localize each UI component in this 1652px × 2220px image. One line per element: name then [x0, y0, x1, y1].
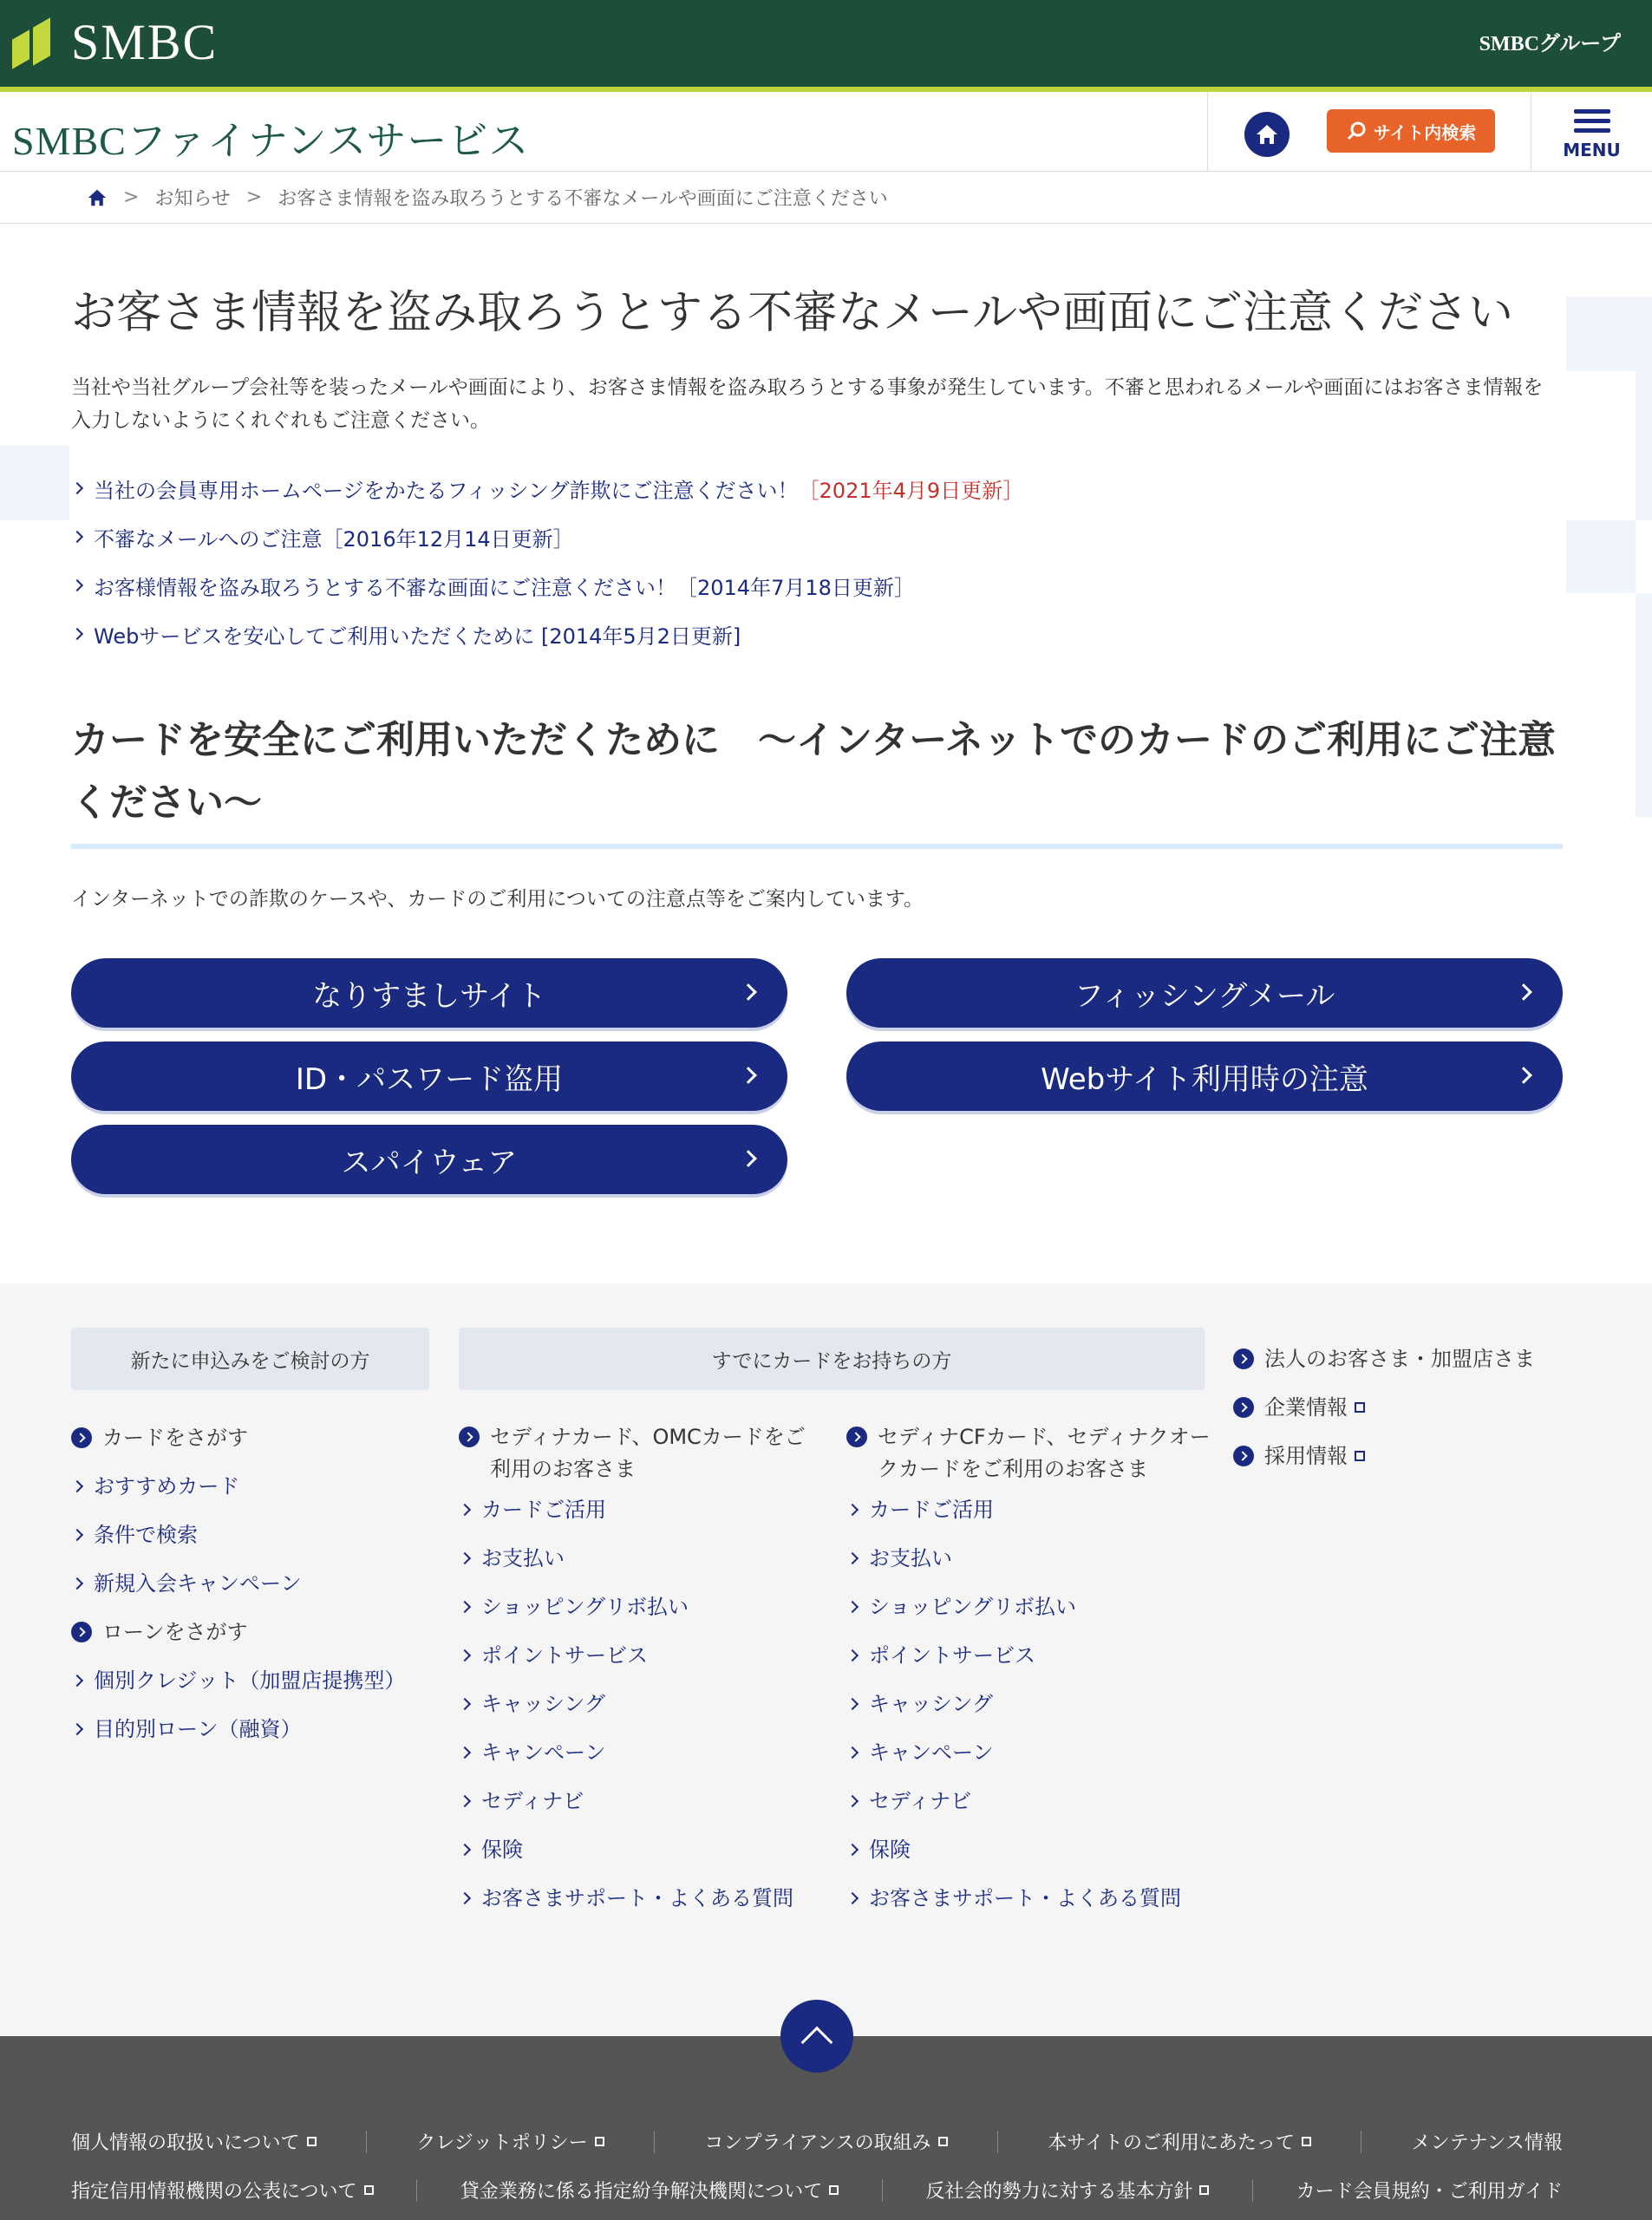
cedyna-cf-member-links [846, 1421, 1211, 1923]
credit-policy-link[interactable] [416, 2128, 604, 2155]
chevron-right-icon [459, 1844, 471, 1856]
link-label: お支払い [481, 1545, 565, 1570]
link-label: 法人のお客さま・加盟店さま [1264, 1346, 1535, 1371]
corporate-links [1233, 1335, 1580, 1480]
link-label: お客さまサポート・よくある質問 [869, 1885, 1181, 1910]
link-label: カードご活用 [869, 1497, 994, 1522]
card-terms-link[interactable] [1296, 2177, 1563, 2204]
site-search-label: サイト内検索 [1373, 121, 1477, 143]
news-link-text: 不審なメールへのご注意［2016年12月14日更新］ [94, 526, 574, 552]
news-link-text: お客様情報を盗み取ろうとする不審な画面にご注意ください！［2014年7月18日更新］ [94, 575, 915, 600]
section-description: インターネットでの詐欺のケースや、カードのご利用についての注意点等をご案内しています。 [71, 888, 924, 911]
news-link-text: Webサービスを安心してご利用いただくために [2014年5月2日更新] [94, 624, 741, 649]
link-label: セディナCFカード、セディナクオークカードをご利用のお客さま [878, 1425, 1211, 1481]
arrow-circle-icon [1233, 1446, 1254, 1466]
member-link-cedynavi[interactable] [459, 1777, 823, 1825]
smbc-mark-icon [12, 16, 57, 68]
link-label: 指定信用情報機関の公表について [71, 2181, 357, 2203]
new-customer-links [71, 1414, 429, 1753]
page-title: お客さま情報を盗み取ろうとする不審なメールや画面にご注意ください [71, 287, 1513, 339]
smbc-logo-text: SMBC [71, 13, 219, 70]
chevron-right-icon [71, 1723, 83, 1735]
button-label: スパイウェア [341, 1145, 518, 1180]
home-icon [1255, 123, 1279, 146]
link-label: ショッピングリボ払い [481, 1594, 689, 1619]
link-label: セディナビ [481, 1788, 584, 1813]
link-label: 保険 [481, 1837, 523, 1862]
link-label: 目的別ローン（融資） [94, 1716, 302, 1741]
arrow-circle-icon [846, 1427, 867, 1447]
footer-links-row-2 [71, 2177, 1563, 2204]
chevron-right-icon [71, 628, 83, 640]
intro-text: 当社や当社グループ会社等を装ったメールや画面により、お客さま情報を盗み取ろうとする事象が発生しています。不審と思われるメールや画面にはお客さま情報を入力しないようにくれぐれもご注意ください。 [71, 376, 1544, 432]
link-label: 企業情報 [1264, 1394, 1348, 1420]
link-label: メンテナンス情報 [1411, 2132, 1563, 2154]
recommended-card-link[interactable] [71, 1462, 429, 1511]
decorative-square [0, 446, 69, 520]
cedyna-omc-member-link[interactable] [459, 1421, 823, 1485]
link-label: セディナカード、OMCカードをご利用のお客さま [490, 1425, 806, 1481]
search-by-condition-link[interactable] [71, 1511, 429, 1559]
cedyna-omc-member-links [459, 1421, 823, 1923]
news-link-text: 当社の会員専用ホームページをかたるフィッシング詐欺にご注意ください！ [94, 478, 799, 503]
link-label: ショッピングリボ払い [869, 1594, 1077, 1619]
arrow-circle-icon [71, 1427, 92, 1448]
chevron-right-icon [846, 1504, 859, 1516]
chevron-right-icon [740, 1150, 757, 1167]
member-link-cedynavi[interactable] [846, 1777, 1211, 1825]
chevron-right-icon [459, 1601, 471, 1613]
external-link-icon [307, 2137, 317, 2146]
news-link-list [71, 464, 1023, 658]
member-link-points[interactable] [459, 1631, 823, 1680]
button-label: Webサイト利用時の注意 [1041, 1061, 1368, 1097]
breadcrumb-news-link[interactable]: お知らせ [154, 188, 231, 210]
footer-links-row-1 [71, 2128, 1563, 2155]
menu-label: MENU [1563, 139, 1621, 160]
chevron-up-icon [801, 2027, 833, 2059]
chevron-right-icon [459, 1504, 471, 1516]
link-label: カードご活用 [481, 1497, 606, 1522]
link-label: クレジットポリシー [416, 2132, 588, 2154]
member-link-payment[interactable] [846, 1534, 1211, 1583]
external-link-icon [1355, 1402, 1365, 1413]
hamburger-icon [1574, 104, 1610, 138]
link-label: 貸金業務に係る指定紛争解決機関について [460, 2181, 823, 2203]
link-label: お客さまサポート・よくある質問 [481, 1885, 793, 1910]
member-link-cashing[interactable] [459, 1680, 823, 1728]
brand-logo[interactable]: SMBCファイナンスサービス [12, 119, 530, 163]
section-divider [71, 844, 1563, 849]
chevron-right-icon [459, 1552, 471, 1564]
chevron-right-icon [459, 1892, 471, 1904]
decorative-square [1636, 593, 1652, 817]
breadcrumb-separator: > [123, 186, 140, 208]
link-label: セディナビ [869, 1788, 972, 1813]
member-link-revolving[interactable] [459, 1583, 823, 1631]
search-icon [1346, 121, 1367, 141]
arrow-circle-icon [459, 1427, 480, 1447]
top-bar [0, 0, 1652, 87]
chevron-right-icon [459, 1795, 471, 1807]
id-password-theft-button[interactable] [71, 1041, 787, 1111]
compliance-link[interactable] [705, 2128, 948, 2155]
footer-divider [997, 2131, 998, 2153]
chevron-right-icon [1515, 983, 1532, 1001]
breadcrumb-current: お客さま情報を盗み取ろうとする不審なメールや画面にご注意ください [278, 188, 888, 210]
member-link-insurance[interactable] [846, 1825, 1211, 1874]
spoofing-site-button[interactable] [71, 958, 787, 1028]
new-member-campaign-link[interactable] [71, 1559, 429, 1608]
external-link-icon [938, 2137, 948, 2146]
chevron-right-icon [846, 1795, 859, 1807]
maintenance-link[interactable] [1412, 2128, 1563, 2155]
link-label: 採用情報 [1264, 1443, 1348, 1468]
chevron-right-icon [459, 1698, 471, 1710]
breadcrumb-home-icon[interactable] [87, 188, 108, 207]
decorative-square [1566, 520, 1636, 593]
purpose-loan-link[interactable] [71, 1705, 429, 1753]
chevron-right-icon [846, 1892, 859, 1904]
member-link-cashing[interactable] [846, 1680, 1211, 1728]
find-card-link[interactable] [71, 1414, 429, 1462]
individual-credit-link[interactable] [71, 1656, 429, 1705]
spyware-button[interactable] [71, 1125, 787, 1194]
antisocial-policy-link[interactable] [925, 2177, 1209, 2204]
footer-divider [416, 2179, 417, 2202]
smbc-logo[interactable] [12, 13, 219, 70]
footer-divider [654, 2131, 655, 2153]
member-link-campaign[interactable] [459, 1728, 823, 1777]
external-link-icon [595, 2137, 604, 2146]
link-label: ポイントサービス [869, 1642, 1035, 1668]
link-label: おすすめカード [94, 1473, 240, 1498]
member-link-payment[interactable] [459, 1534, 823, 1583]
chevron-right-icon [846, 1601, 859, 1613]
dispute-resolution-link[interactable] [460, 2177, 839, 2204]
link-label: キャッシング [869, 1691, 993, 1716]
link-label: 条件で検索 [94, 1522, 198, 1547]
chevron-right-icon [846, 1844, 859, 1856]
section-title: カードを安全にご利用いただくために ～インターネットでのカードのご利用にご注意ください～ [71, 718, 1557, 825]
new-customer-heading: 新たに申込みをご検討の方 [71, 1328, 429, 1390]
credit-bureau-link[interactable] [71, 2177, 374, 2204]
link-label: 反社会的勢力に対する基本方針 [925, 2181, 1193, 2203]
chevron-right-icon [71, 1480, 83, 1492]
link-label: お支払い [869, 1545, 952, 1570]
chevron-right-icon [71, 531, 83, 543]
link-label: キャンペーン [869, 1740, 994, 1765]
member-link-campaign[interactable] [846, 1728, 1211, 1777]
chevron-right-icon [846, 1649, 859, 1662]
chevron-right-icon [459, 1649, 471, 1662]
decorative-square [1636, 371, 1652, 520]
chevron-right-icon [71, 1529, 83, 1541]
chevron-right-icon [740, 1067, 757, 1084]
chevron-right-icon [740, 983, 757, 1001]
external-link-icon [1199, 2185, 1209, 2195]
link-label: カード会員規約・ご利用ガイド [1296, 2181, 1563, 2203]
arrow-circle-icon [1233, 1348, 1254, 1369]
link-label: キャッシング [481, 1691, 605, 1716]
link-label: 個別クレジット（加盟店提携型） [94, 1668, 406, 1693]
smbc-group-link[interactable]: SMBCグループ [1479, 33, 1621, 56]
news-link-suspicious-mail[interactable] [71, 513, 1023, 561]
link-label: ポイントサービス [481, 1642, 648, 1668]
breadcrumb-separator: > [245, 186, 263, 208]
member-link-revolving[interactable] [846, 1583, 1211, 1631]
button-label: なりすましサイト [312, 978, 546, 1014]
member-link-card-use[interactable] [459, 1485, 823, 1534]
chevron-right-icon [846, 1698, 859, 1710]
link-label: 本サイトのご利用にあたって [1048, 2132, 1295, 2154]
menu-button[interactable] [1531, 92, 1652, 172]
external-link-icon [364, 2185, 374, 2195]
site-terms-link[interactable] [1048, 2128, 1310, 2155]
external-link-icon [1302, 2137, 1311, 2146]
link-label: キャンペーン [481, 1740, 606, 1765]
member-link-card-use[interactable] [846, 1485, 1211, 1534]
chevron-right-icon [71, 1577, 83, 1590]
member-link-points[interactable] [846, 1631, 1211, 1680]
news-link-suspicious-screen[interactable] [71, 561, 1023, 610]
chevron-right-icon [71, 1675, 83, 1687]
footer-divider [882, 2179, 883, 2202]
news-link-web-service[interactable] [71, 610, 1023, 658]
external-link-icon [1355, 1451, 1365, 1461]
recruit-link[interactable] [1233, 1432, 1580, 1480]
member-link-support[interactable] [846, 1874, 1211, 1923]
arrow-circle-icon [1233, 1397, 1254, 1418]
breadcrumb [0, 172, 1652, 224]
existing-member-heading: すでにカードをお持ちの方 [459, 1328, 1205, 1390]
footer-divider [366, 2131, 367, 2153]
decorative-square [1566, 297, 1652, 371]
back-to-top-button[interactable] [780, 2000, 853, 2073]
member-link-insurance[interactable] [459, 1825, 823, 1874]
button-label: ID・パスワード盗用 [295, 1061, 564, 1097]
link-label: 保険 [869, 1837, 911, 1862]
footer-divider [1252, 2179, 1253, 2202]
link-label: 新規入会キャンペーン [94, 1570, 302, 1596]
chevron-right-icon [71, 579, 83, 591]
chevron-right-icon [459, 1747, 471, 1759]
link-label: 個人情報の取扱いについて [71, 2132, 300, 2154]
header-divider [1207, 92, 1208, 172]
member-link-support[interactable] [459, 1874, 823, 1923]
link-label: ローンをさがす [102, 1619, 248, 1644]
chevron-right-icon [846, 1552, 859, 1564]
site-search-button[interactable] [1327, 109, 1495, 153]
arrow-circle-icon [71, 1622, 92, 1642]
cedyna-cf-member-link[interactable] [846, 1421, 1211, 1485]
home-button[interactable] [1244, 112, 1290, 157]
link-label: コンプライアンスの取組み [704, 2132, 931, 2154]
external-link-icon [829, 2185, 839, 2195]
privacy-link[interactable] [71, 2128, 317, 2155]
news-link-phishing[interactable] [71, 464, 1023, 513]
news-link-date: ［2021年4月9日更新］ [798, 478, 1024, 503]
button-label: フィッシングメール [1074, 978, 1335, 1014]
chevron-right-icon [71, 482, 83, 494]
website-caution-button[interactable] [846, 1041, 1563, 1111]
chevron-right-icon [846, 1747, 859, 1759]
find-loan-link[interactable] [71, 1608, 429, 1656]
link-label: カードをさがす [102, 1425, 248, 1450]
site-header [0, 92, 1652, 172]
company-info-link[interactable] [1233, 1383, 1580, 1432]
chevron-right-icon [1515, 1067, 1532, 1084]
phishing-mail-button[interactable] [846, 958, 1563, 1028]
corporate-customer-link[interactable] [1233, 1335, 1580, 1383]
